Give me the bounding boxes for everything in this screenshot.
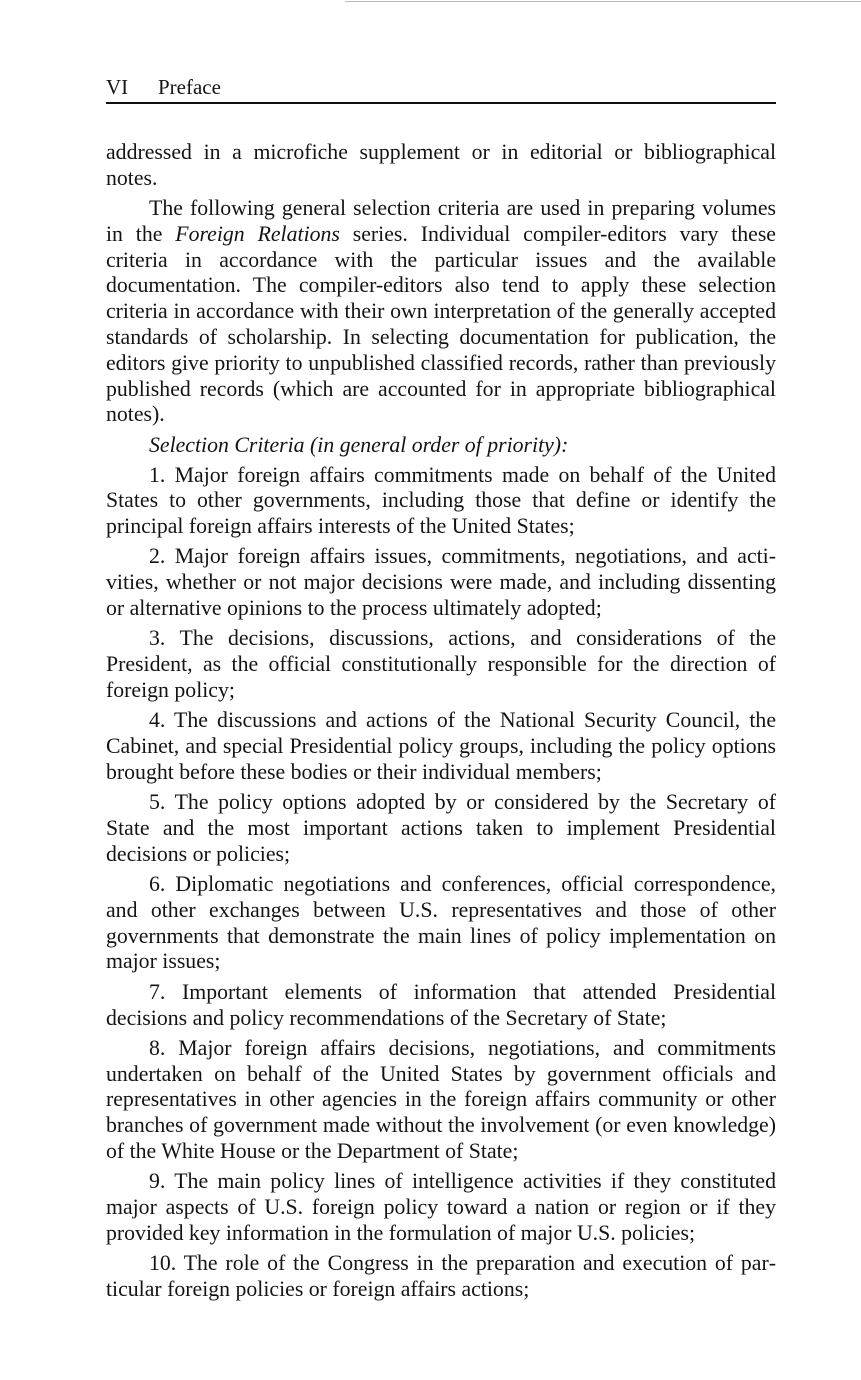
criterion-item: 4. The discussions and actions of the National Security Council, the Cabinet, and special Presidential policy groups, including the policy options brought before these bodies or their individual members;: [106, 708, 776, 784]
page-number: VI: [106, 75, 129, 99]
criterion-item: 9. The main policy lines of intelligence activities if they constituted major aspects of U.S. foreign policy toward a nation or region or if they provided key information in the formulation of major U.S. policies;: [106, 1169, 776, 1245]
body-text: [106, 140, 776, 1307]
running-header: [106, 74, 776, 100]
criterion-item: 7. Important elements of information that attended Presidential decisions and policy recommendations of the Secretary of State;: [106, 979, 776, 1030]
paragraph-text: The following general selection criteria are used in preparing volumes in the: [106, 196, 776, 246]
paragraph-selection-intro: [106, 196, 776, 428]
criterion-item: 2. Major foreign affairs issues, commitments, negotiations, and activities, whether or not major decisions were made, and including dissenting or alternative opinions to the process ultimately adopted;: [106, 544, 776, 621]
page-edge-rule: [345, 1, 861, 2]
criterion-item: 5. The policy options adopted by or considered by the Secretary of State and the most important actions taken to implement Presidential decisions or policies;: [106, 790, 776, 866]
criterion-item: 3. The decisions, discussions, actions, and considerations of the President, as the official constitutionally responsible for the direction of foreign policy;: [106, 626, 776, 702]
header-rule: [106, 102, 776, 104]
series-title: Foreign Relations: [175, 221, 340, 246]
section-title: Preface: [158, 75, 221, 99]
criterion-item: 8. Major foreign affairs decisions, negotiations, and commitments undertaken on behalf of the United States by government officials and representatives in other agencies in the foreign affairs community or other branches of government made without the involvement (or even knowledge) of the White House or the Department of State;: [106, 1035, 776, 1163]
criterion-item: 10. The role of the Congress in the preparation and execution of particular foreign policies or foreign affairs actions;: [106, 1251, 776, 1301]
criteria-heading: Selection Criteria (in general order of priority):: [149, 432, 569, 457]
criterion-item: 6. Diplomatic negotiations and conferences, official correspondence, and other exchanges between U.S. representatives and those of other governments that demonstrate the main lines of policy implementation on major issues;: [106, 872, 776, 974]
criterion-item: 1. Major foreign affairs commitments made on behalf of the United States to other governments, including those that define or identify the principal foreign affairs interests of the United States;: [106, 462, 776, 539]
paragraph-text: series. Individual compiler-editors vary these criteria in accordance with the particular issues and the available documentation. The compiler-editors also tend to apply these selection criteria in accordance with their own interpretation of the generally accepted standards of scholarship. In selecting documentation for publication, the editors give priority to unpublished classified records, rather than previously published records (which are accounted for in appropriate bibliographical notes).: [106, 221, 776, 427]
paragraph-continued: addressed in a microfiche supplement or in editorial or bibliographical notes.: [106, 140, 776, 190]
